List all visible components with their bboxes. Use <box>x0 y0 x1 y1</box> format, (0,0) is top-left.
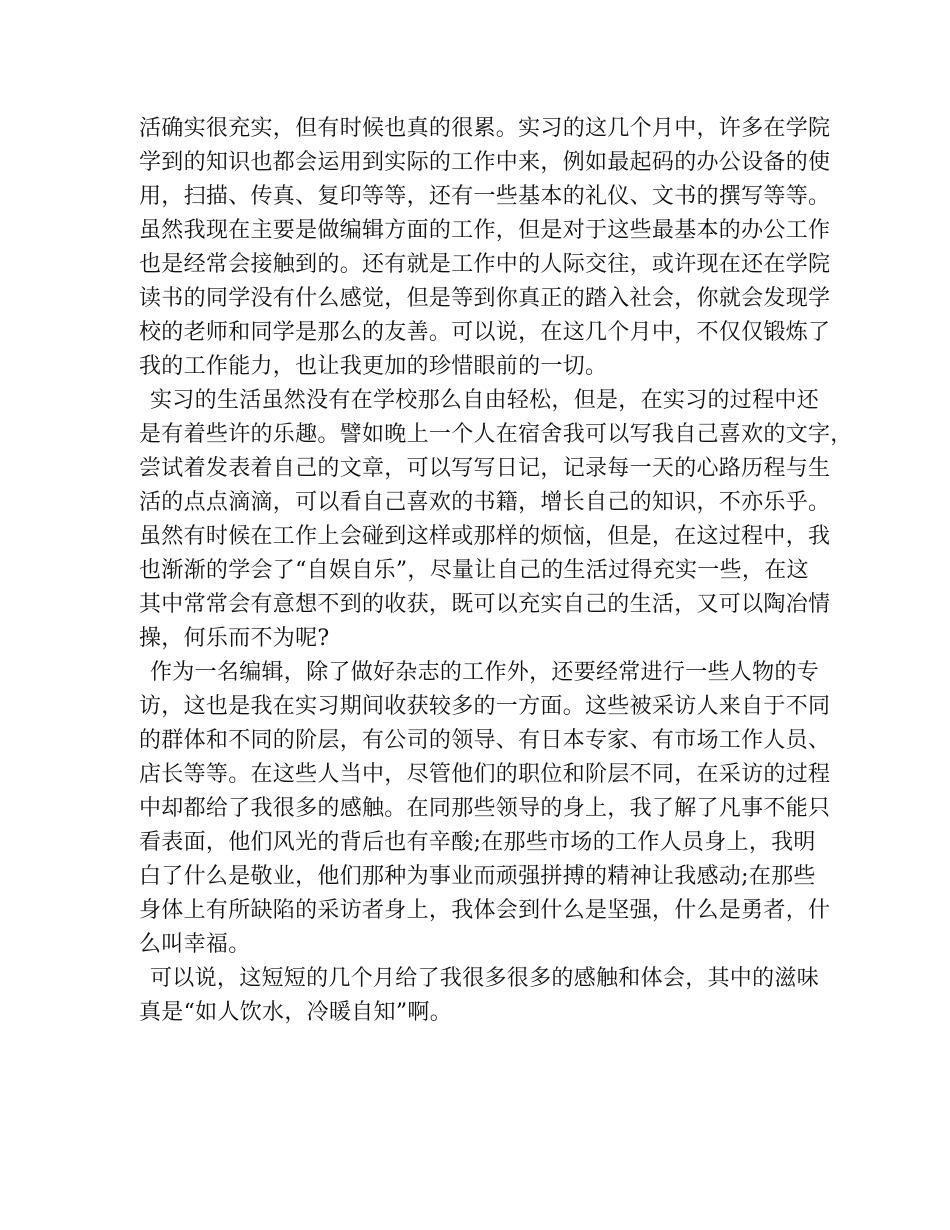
text-line: 真是“如人饮水，冷暖自知”啊。 <box>139 1000 452 1025</box>
text-line: 身体上有所缺陷的采访者身上，我体会到什么是坚强，什么是勇者，什 <box>139 898 831 923</box>
text-line: 也是经常会接触到的。还有就是工作中的人际交往，或许现在还在学院 <box>139 252 831 277</box>
text-line: 虽然有时候在工作上会碰到这样或那样的烦恼，但是，在这过程中，我 <box>139 524 831 549</box>
text-line: 白了什么是敬业，他们那种为事业而顽强拼搏的精神让我感动;在那些 <box>139 864 816 889</box>
text-line: 学到的知识也都会运用到实际的工作中来，例如最起码的办公设备的使 <box>139 150 831 175</box>
text-line: 操，何乐而不为呢? <box>139 626 330 651</box>
paragraph-3 <box>139 656 831 962</box>
text-line: 读书的同学没有什么感觉，但是等到你真正的踏入社会，你就会发现学 <box>139 286 831 311</box>
text-line: 也渐渐的学会了“自娱自乐”，尽量让自己的生活过得充实一些，在这 <box>139 558 809 583</box>
text-line: 我的工作能力，也让我更加的珍惜眼前的一切。 <box>139 354 608 379</box>
text-line: 校的老师和同学是那么的友善。可以说，在这几个月中，不仅仅锻炼了 <box>139 320 831 345</box>
text-line: 么叫幸福。 <box>139 932 251 957</box>
text-line: 可以说，这短短的几个月给了我很多很多的感触和体会，其中的滋味 <box>150 966 820 991</box>
text-line: 用，扫描、传真、复印等等，还有一些基本的礼仪、文书的撰写等等。 <box>139 184 831 209</box>
text-line: 看表面，他们风光的背后也有辛酸;在那些市场的工作人员身上，我明 <box>139 830 816 855</box>
text-line: 实习的生活虽然没有在学校那么自由轻松，但是，在实习的过程中还 <box>150 388 820 413</box>
text-line: 虽然我现在主要是做编辑方面的工作，但是对于这些最基本的办公工作 <box>139 218 831 243</box>
text-line: 尝试着发表着自己的文章，可以写写日记，记录每一天的心路历程与生 <box>139 456 831 481</box>
text-line: 活的点点滴滴，可以看自己喜欢的书籍，增长自己的知识，不亦乐乎。 <box>139 490 831 515</box>
paragraph-4 <box>139 962 819 1030</box>
paragraph-1 <box>139 112 831 384</box>
text-line: 中却都给了我很多的感触。在同那些领导的身上，我了解了凡事不能只 <box>139 796 831 821</box>
text-line: 的群体和不同的阶层，有公司的领导、有日本专家、有市场工作人员、 <box>139 728 831 753</box>
text-line: 活确实很充实，但有时候也真的很累。实习的这几个月中，许多在学院 <box>139 116 831 141</box>
text-line: 是有着些许的乐趣。譬如晚上一个人在宿舍我可以写我自己喜欢的文字， <box>139 422 853 447</box>
text-line: 作为一名编辑，除了做好杂志的工作外，还要经常进行一些人物的专 <box>150 660 820 685</box>
text-line: 其中常常会有意想不到的收获，既可以充实自己的生活，又可以陶冶情 <box>139 592 831 617</box>
text-line: 访，这也是我在实习期间收获较多的一方面。这些被采访人来自于不同 <box>139 694 831 719</box>
paragraph-2 <box>139 384 853 656</box>
text-line: 店长等等。在这些人当中，尽管他们的职位和阶层不同，在采访的过程 <box>139 762 831 787</box>
document-body <box>139 112 853 1030</box>
